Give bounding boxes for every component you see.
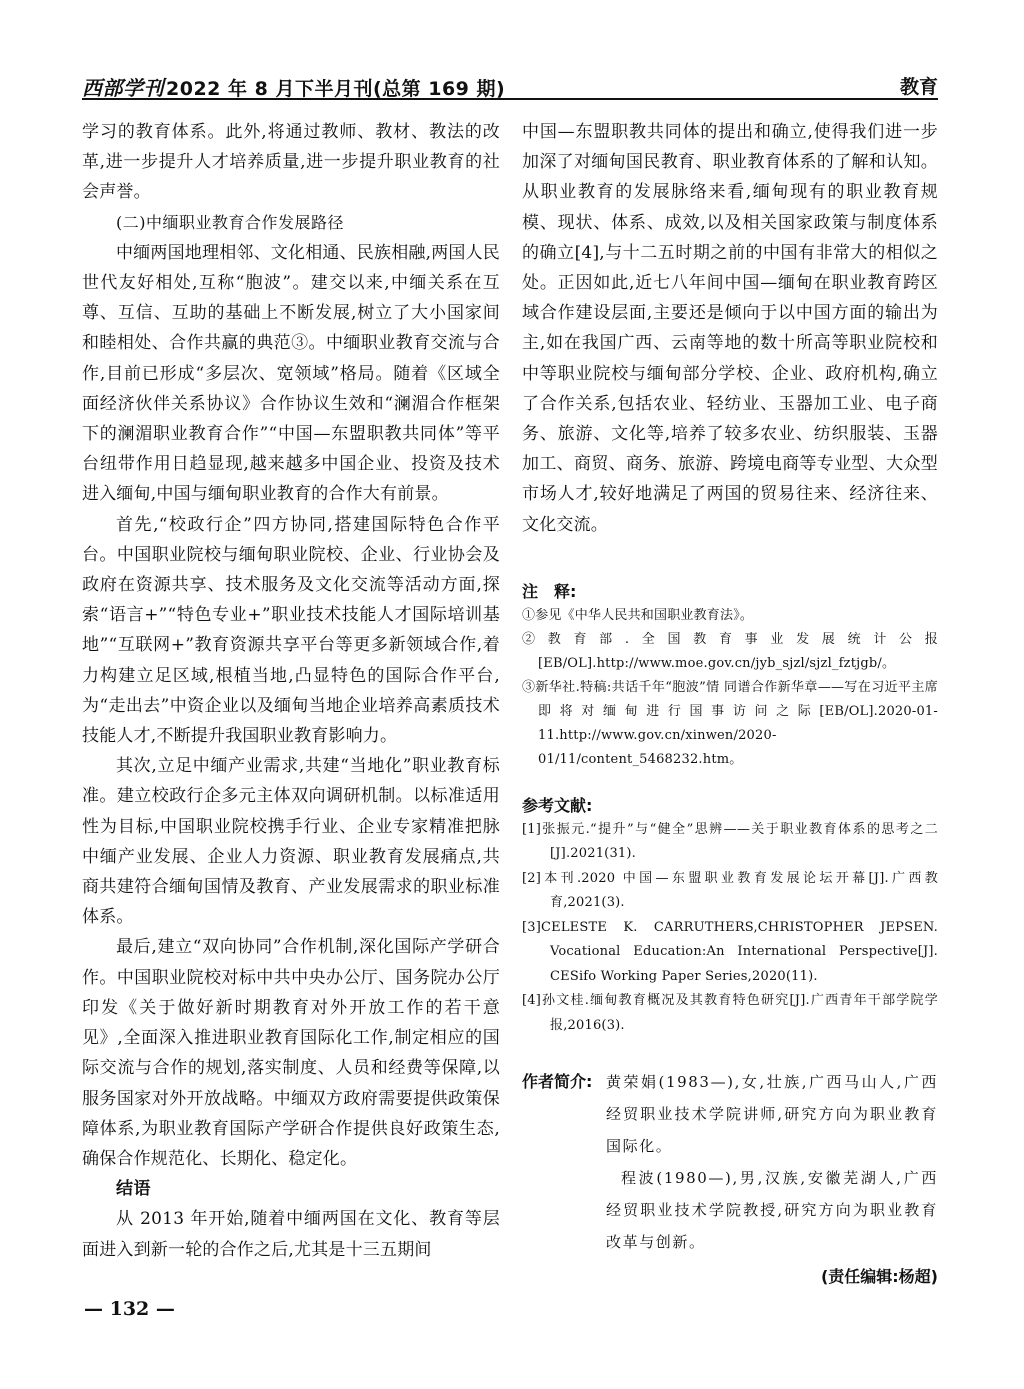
- references-section: [522, 794, 938, 1039]
- notes-section: [522, 580, 938, 772]
- author-bio-second: 程波(1980—),男,汉族,安徽芜湖人,广西经贸职业技术学院教授,研究方向为职业教育改革与创新。: [606, 1169, 938, 1252]
- running-header: [82, 68, 938, 100]
- paragraph-first: 首先,“校政行企”四方协同,搭建国际特色合作平台。中国职业院校与缅甸职业院校、企业、行业协会及政府在资源共享、技术服务及文化交流等活动方面,探索“语言+”“特色专业+”职业技术技能人才国际培训基地”“互联网+”教育资源共享平台等更多新领域合作,着力构建立足区域,根植当地,凸显特色的国际合作平台,为“走出去”中资企业以及缅甸当地企业培养高素质技术技能人才,不断提升我国职业教育影响力。: [82, 514, 500, 747]
- paragraph-last: 最后,建立“双向协同”合作机制,深化国际产学研合作。中国职业院校对标中共中央办公厅、国务院办公厅印发《关于做好新时期教育对外开放工作的若干意见》,全面深入推进职业教育国际化工作,制定相应的国际交流与合作的规划,落实制度、人员和经费等保障,以服务国家对外开放战略。中缅双方政府需要提供政策保障体系,为职业教育国际产学研合作提供良好政策生态,确保合作规范化、长期化、稳定化。: [82, 937, 500, 1169]
- section-name: 教育: [899, 76, 938, 98]
- note-item: ②教育部.全国教育事业发展统计公报[EB/OL].http://www.moe.gov.cn/jyb_sjzl/sjzl_fztjgb/。: [522, 631, 938, 671]
- paragraph-conclusion-cont: 中国—东盟职教共同体的提出和确立,使得我们进一步加深了对缅甸国民教育、职业教育体系的了解和认知。从职业教育的发展脉络来看,缅甸现有的职业教育规模、现状、体系、成效,以及相关国家政策与制度体系的确立[4],与十二五时期之前的中国有非常大的相似之处。正因如此,近七八年间中国—缅甸在职业教育跨区域合作建设层面,主要还是倾向于以中国方面的输出为主,如在我国广西、云南等地的数十所高等职业院校和中等职业院校与缅甸部分学校、企业、政府机构,确立了合作关系,包括农业、轻纺业、玉器加工业、电子商务、旅游、文化等,培养了较多农业、纺织服装、玉器加工、商贸、商务、旅游、跨境电商等专业型、大众型市场人才,较好地满足了两国的贸易往来、经济往来、文化交流。: [522, 122, 938, 535]
- author-bio-label: 作者简介:: [522, 1072, 593, 1092]
- author-bio-first: 黄荣娟(1983—),女,壮族,广西马山人,广西经贸职业技术学院讲师,研究方向为职业教育国际化。: [606, 1073, 938, 1156]
- paragraph-conclusion: 从 2013 年开始,随着中缅两国在文化、教育等层面进入到新一轮的合作之后,尤其是十三五期间: [82, 1209, 500, 1260]
- subheading-conclusion: 结语: [116, 1179, 151, 1200]
- reference-item: [1]张振元.“提升”与“健全”思辨——关于职业教育体系的思考之二[J].2021(31).: [522, 821, 938, 862]
- responsible-editor: (责任编辑:杨超): [820, 1267, 938, 1287]
- paragraph-background: 中缅两国地理相邻、文化相通、民族相融,两国人民世代友好相处,互称“胞波”。建交以来,中缅关系在互尊、互信、互助的基础上不断发展,树立了大小国家间和睦相处、合作共赢的典范③。中缅职业教育交流与合作,目前已形成“多层次、宽领域”格局。随着《区域全面经济伙伴关系协议》合作协议生效和“澜湄合作框架下的澜湄职业教育合作”“中国—东盟职教共同体”等平台纽带作用日趋显现,越来越多中国企业、投资及技术进入缅甸,中国与缅甸职业教育的合作大有前景。: [82, 242, 501, 505]
- reference-item: [4]孙文桂.缅甸教育概况及其教育特色研究[J].广西青年干部学院学报,2016(3).: [522, 993, 938, 1033]
- note-item: ③新华社.特稿:共话千年“胞波”情 同谱合作新华章——写在习近平主席即将对缅甸进行国事访问之际[EB/OL].2020-01-11.http://www.gov.cn/xinwen/2020-01/11/content_5468232.htm。: [522, 679, 938, 767]
- reference-item: [3]CELESTE K. CARRUTHERS,CHRISTOPHER JEPSEN. Vocational Education:An International Perspective[J]. CESifo Working Paper Series,2020(11).: [522, 919, 938, 984]
- journal-title: [82, 72, 505, 101]
- author-bio-text: [606, 1066, 938, 1258]
- note-item: ①参见《中华人民共和国职业教育法》。: [522, 607, 754, 623]
- right-column: [522, 117, 938, 1292]
- subheading-cooperation-path: (二)中缅职业教育合作发展路径: [116, 212, 344, 232]
- left-column: [82, 117, 500, 1265]
- paragraph-intro: 学习的教育体系。此外,将通过教师、教材、教法的改革,进一步提升人才培养质量,进一步提升职业教育的社会声誉。: [82, 122, 500, 203]
- references-title: 参考文献:: [522, 795, 593, 815]
- page-number: — 132 —: [84, 1298, 175, 1320]
- journal-issue: 2022 年 8 月下半月刊(总第 169 期): [166, 78, 506, 100]
- notes-title: 注 释:: [522, 581, 577, 601]
- journal-logo: 西部学刊: [82, 76, 164, 100]
- reference-item: [2]本刊.2020 中国—东盟职业教育发展论坛开幕[J].广西教育,2021(3).: [522, 870, 938, 911]
- paragraph-second: 其次,立足中缅产业需求,共建“当地化”职业教育标准。建立校政行企多元主体双向调研机制。以标准适用性为目标,中国职业院校携手行业、企业专家精准把脉中缅产业发展、企业人力资源、职业教育发展痛点,共商共建符合缅甸国情及教育、产业发展需求的职业标准体系。: [82, 756, 500, 928]
- author-bio: [522, 1066, 938, 1258]
